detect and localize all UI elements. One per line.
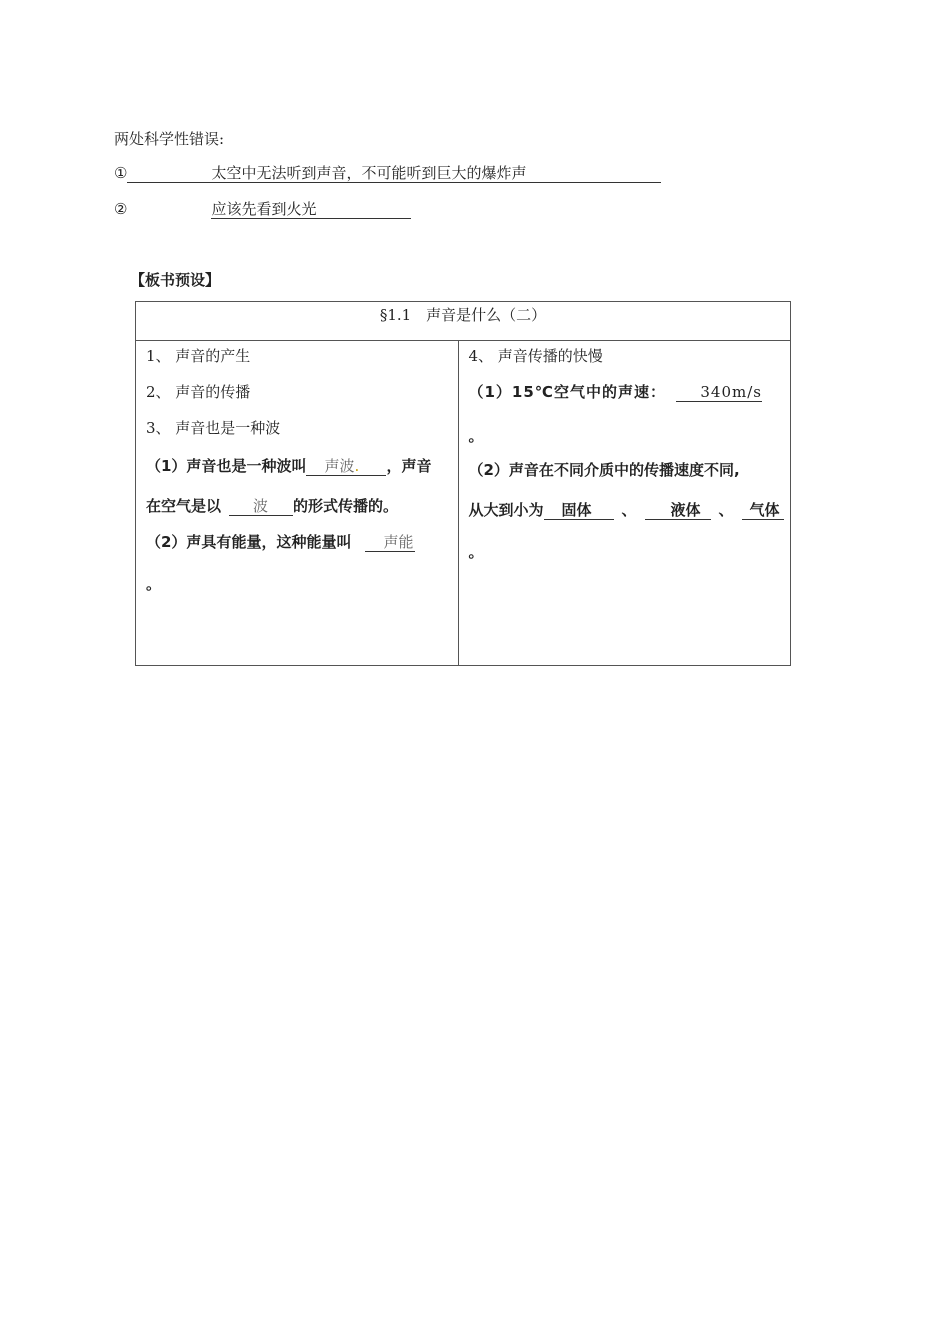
left-line-4: （1）声音也是一种波叫 声波. ，声音 (146, 457, 432, 475)
right-line-3: 。 (468, 427, 484, 445)
blank-speed: 340m/s (676, 383, 762, 402)
left-line-1: 1、 声音的产生 (146, 347, 251, 365)
error-item-2-answer: 应该先看到火光 (211, 200, 411, 219)
blank-solid: 固体 (561, 501, 592, 519)
right-line-6: 。 (468, 543, 484, 561)
right-line-1: 4、 声音传播的快慢 (468, 347, 603, 365)
right-line-4: （2）声音在不同介质中的传播速度不同, (468, 461, 740, 479)
left-line-5: 在空气是以 波 的形式传播的。 (146, 497, 399, 515)
board-title: §1.1 声音是什么（二） (136, 302, 791, 341)
board-heading: 【板书预设】 (130, 271, 221, 289)
left-line-7: 。 (146, 575, 162, 593)
blank-sound-energy: 声能 (383, 533, 414, 551)
blank-wave: 波 (253, 497, 269, 515)
board-left-column (136, 341, 459, 666)
errors-heading: 两处科学性错误: (114, 130, 225, 148)
right-line-2: （1）15℃空气中的声速： 340m/s (468, 383, 762, 401)
error-item-1 (114, 164, 661, 183)
left-line-6: （2）声具有能量，这种能量叫 声能 (146, 533, 414, 551)
error-item-1-marker: ① (114, 164, 128, 182)
left-line-3: 3、 声音也是一种波 (146, 419, 281, 437)
board-table (135, 301, 791, 666)
blank-liquid: 液体 (670, 501, 701, 519)
left-line-2: 2、 声音的传播 (146, 383, 251, 401)
error-item-2 (114, 200, 411, 219)
error-item-2-marker: ② (114, 200, 128, 218)
right-line-5: 从大到小为 固体 、 液体 、 气体 (469, 499, 784, 520)
blank-sound-wave: 声波 (324, 457, 355, 475)
error-item-1-answer: 太空中无法听到声音，不可能听到巨大的爆炸声 (127, 164, 661, 183)
board-right-column (458, 341, 791, 666)
blank-gas: 气体 (749, 501, 780, 519)
